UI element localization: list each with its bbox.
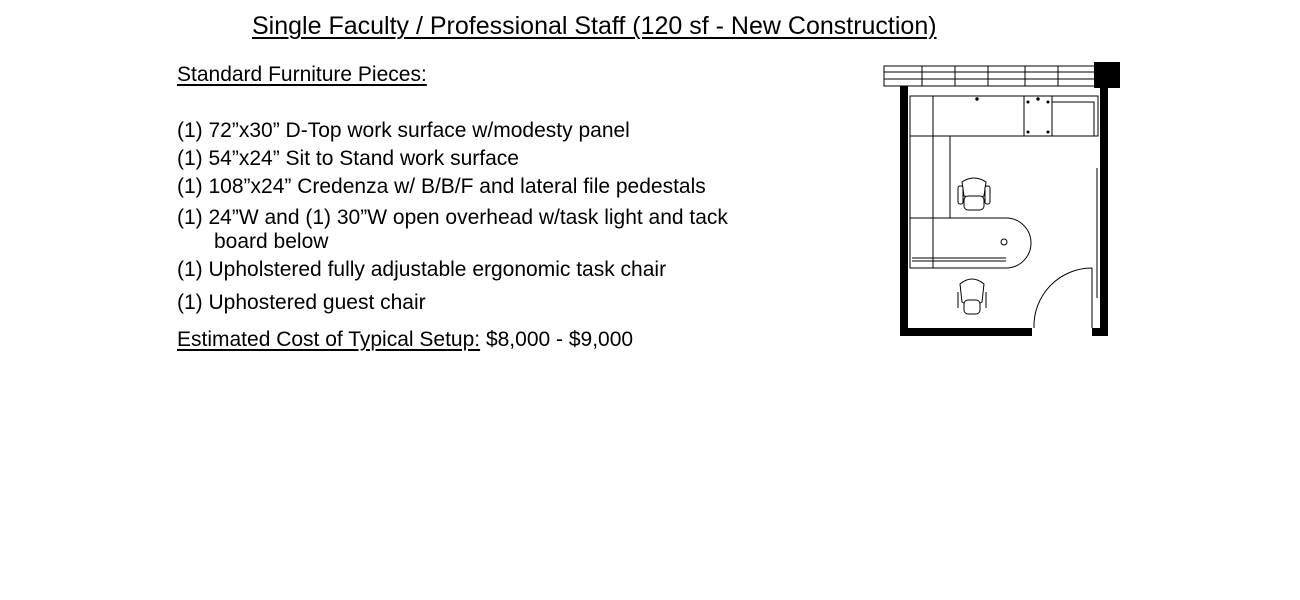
furniture-item: (1) Uphostered guest chair	[177, 291, 426, 314]
furniture-item	[177, 206, 728, 254]
furniture-heading: Standard Furniture Pieces:	[177, 63, 427, 86]
guest-chair	[958, 279, 986, 314]
estimated-cost	[177, 328, 633, 352]
door	[1034, 268, 1092, 328]
furniture-item: (1) Upholstered fully adjustable ergonomic task chair	[177, 258, 667, 281]
furniture-item: (1) 72”x30” D-Top work surface w/modesty panel	[177, 119, 630, 142]
page-title: Single Faculty / Professional Staff (120 sf - New Construction)	[252, 12, 937, 40]
cost-label: Estimated Cost of Typical Setup:	[177, 328, 481, 351]
cost-value: $8,000 - $9,000	[485, 328, 634, 351]
task-chair	[958, 178, 990, 210]
furniture-item-line: (1) 24”W and (1) 30”W open overhead w/task light and tack	[177, 206, 728, 229]
walls	[900, 86, 1108, 336]
window-strip	[884, 66, 1096, 86]
side-work-surface	[910, 136, 950, 218]
d-top-work-surface	[910, 218, 1031, 268]
furniture-item: (1) 54”x24” Sit to Stand work surface	[177, 147, 519, 170]
furniture-item-continuation: board below	[214, 230, 329, 253]
corner-column	[1094, 62, 1120, 88]
office-floor-plan	[878, 58, 1128, 342]
furniture-item: (1) 108”x24” Credenza w/ B/B/F and lateral file pedestals	[177, 175, 706, 198]
credenza	[910, 96, 1098, 136]
